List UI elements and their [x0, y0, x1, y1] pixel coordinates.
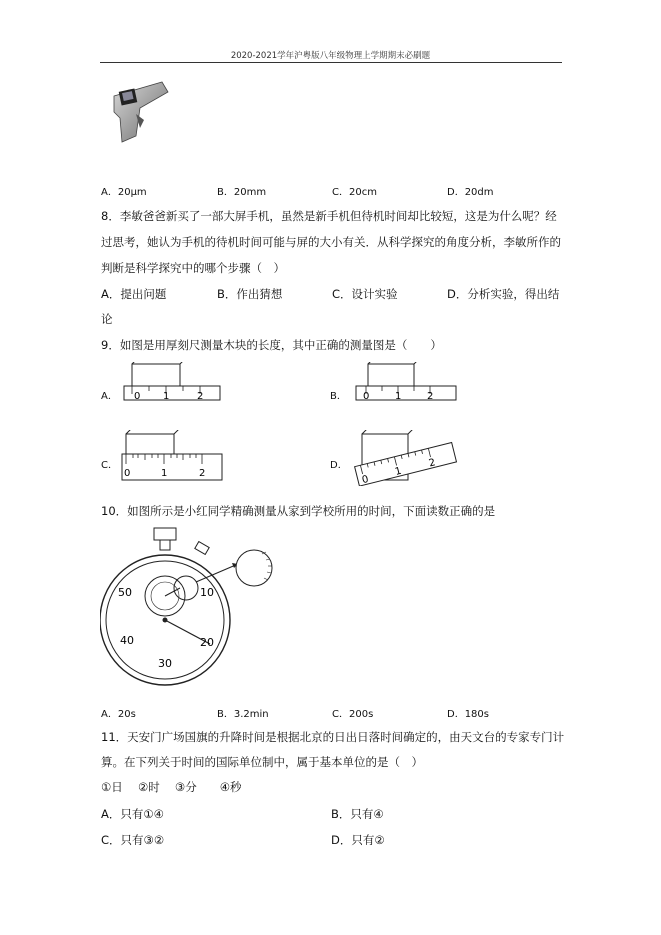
q10-option-c: C．200s: [332, 709, 374, 720]
q9-b-tick-0: 0: [363, 391, 370, 402]
q7-option-c: C．20cm: [332, 187, 377, 198]
q7-option-d: D．20dm: [447, 187, 494, 198]
q9-b-tick-2: 2: [427, 391, 434, 402]
q11-option-c: C．只有③②: [101, 833, 165, 847]
q10-stopwatch-figure: [100, 526, 290, 696]
q9-stem: 9．如图是用厚刻尺测量木块的长度，其中正确的测量图是（ ）: [101, 338, 442, 352]
q10-option-d: D．180s: [447, 709, 489, 720]
q11-stem-line2: 算。在下列关于时间的国际单位制中，属于基本单位的是（ ）: [101, 755, 423, 769]
q9-d-tick-0: 0: [360, 473, 370, 486]
q8-option-c: C．设计实验: [332, 287, 398, 301]
q8-option-d: D．分析实验，得出结: [447, 287, 560, 301]
q8-stem-line2: 过思考，她认为手机的待机时间可能与屏的大小有关．从科学探究的角度分析，李敏所作的: [101, 235, 561, 249]
q8-stem-line3: 判断是科学探究中的哪个步骤（ ）: [101, 261, 285, 275]
q9-a-tick-0: 0: [134, 391, 141, 402]
q9-d-tick-1: 1: [393, 465, 403, 478]
q11-stem-line1: 11．天安门广场国旗的升降时间是根据北京的日出日落时间确定的，由天文台的专家专门计: [101, 730, 565, 744]
q9-d-tick-2: 2: [427, 457, 437, 470]
q9-label-a: A．: [101, 391, 118, 402]
q10-dial-50: 50: [118, 586, 132, 599]
q9-c-tick-2: 2: [199, 468, 206, 479]
q10-stem: 10．如图所示是小红同学精确测量从家到学校所用的时间，下面读数正确的是: [101, 504, 496, 518]
q11-option-a: A．只有①④: [101, 807, 164, 821]
q10-dial-20: 20: [200, 636, 214, 649]
q9-figure-c: [118, 430, 228, 486]
q8-option-d-tail: 论: [101, 312, 113, 326]
q9-label-b: B．: [330, 391, 347, 402]
page-header: 2020-2021学年沪粤版八年级物理上学期期末必刷题: [230, 51, 431, 61]
q10-option-a: A．20s: [101, 709, 136, 720]
q7-option-b: B．20mm: [217, 187, 267, 198]
q9-figure-a: [118, 362, 228, 412]
q10-dial-10: 10: [200, 586, 214, 599]
q11-option-b: B．只有④: [331, 807, 384, 821]
q9-figure-b: [352, 362, 462, 412]
q9-b-tick-1: 1: [395, 391, 402, 402]
q10-dial-30: 30: [158, 657, 172, 670]
q9-label-c: C．: [101, 460, 118, 471]
q11-items: ①日 ②时 ③分 ④秒: [101, 780, 242, 794]
header-divider: [100, 62, 562, 63]
q9-figure-d: [352, 430, 462, 486]
q8-stem-line1: 8．李敏爸爸新买了一部大屏手机，虽然是新手机但待机时间却比较短，这是为什么呢？经: [101, 209, 557, 223]
q10-dial-40: 40: [120, 634, 134, 647]
q9-label-d: D．: [330, 460, 348, 471]
q7-option-a: A．20μm: [101, 187, 147, 198]
q10-option-b: B．3.2min: [217, 709, 269, 720]
infrared-thermometer-image: [100, 78, 175, 153]
q9-a-tick-1: 1: [163, 391, 170, 402]
q9-c-tick-1: 1: [161, 468, 168, 479]
q9-a-tick-2: 2: [197, 391, 204, 402]
q11-option-d: D．只有②: [331, 833, 385, 847]
q9-c-tick-0: 0: [124, 468, 131, 479]
q8-option-a: A．提出问题: [101, 287, 167, 301]
q8-option-b: B．作出猜想: [217, 287, 283, 301]
